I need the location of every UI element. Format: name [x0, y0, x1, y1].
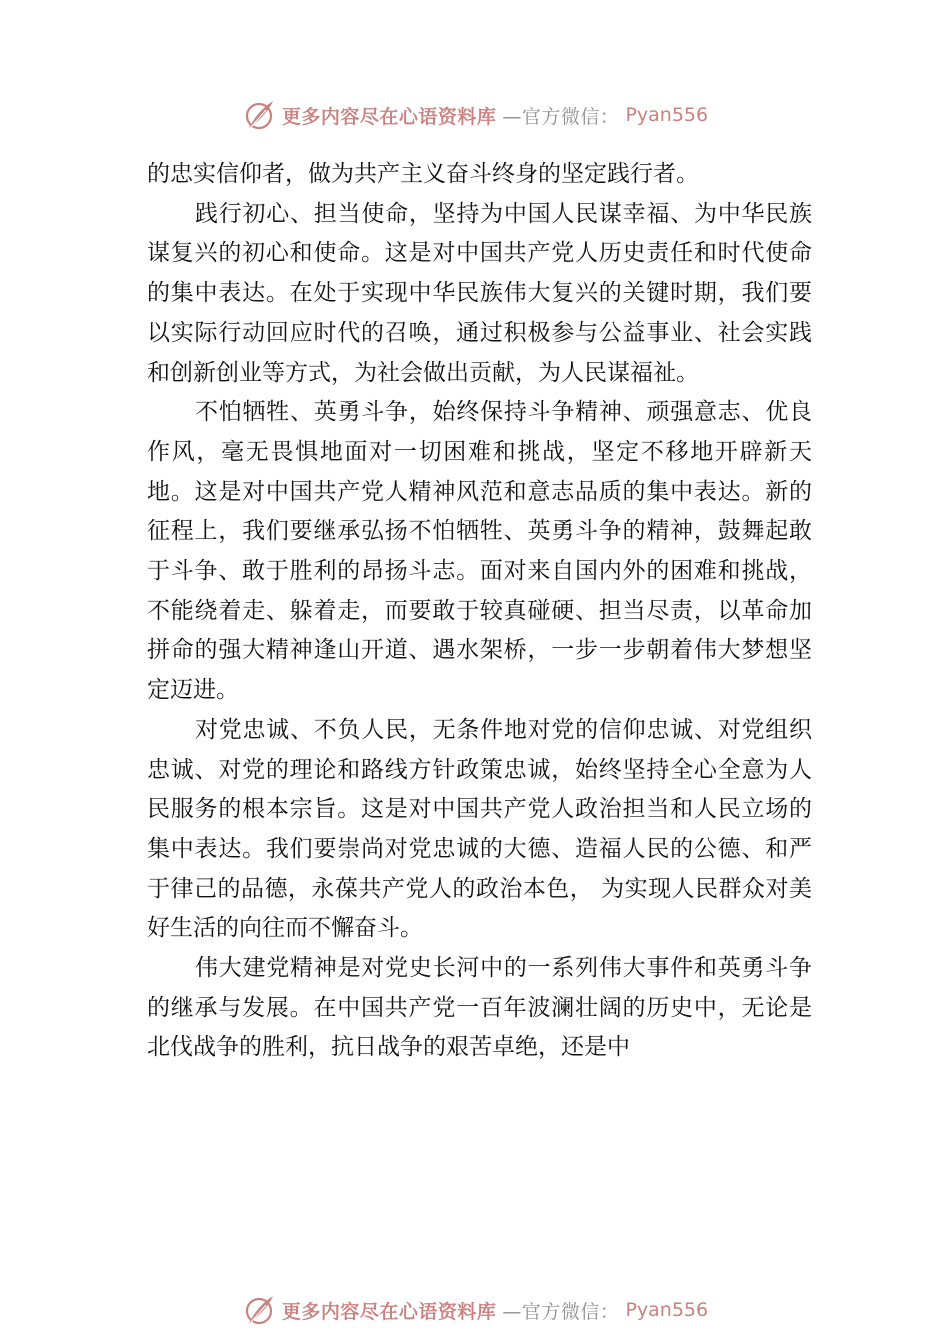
paragraph-3: 不怕牺牲、英勇斗争，始终保持斗争精神、顽强意志、优良作风，毫无畏惧地面对一切困难和挑战，坚定不移地开辟新天地。这是对中国共产党人精神风范和意志品质的集中表达。新的征程上，我们要继承弘扬不怕牺牲、英勇斗争的精神，鼓舞起敢于斗争、敢于胜利的昂扬斗志。面对来自国内外的困难和挑战，不能绕着走、躲着走，而要敢于较真碰硬、担当尽责，以革命加拼命的强大精神逢山开道、遇水架桥，一步一步朝着伟大梦想坚定迈进。 — [147, 399, 812, 704]
document-body — [147, 155, 812, 1068]
paragraph-1: 的忠实信仰者，做为共产主义奋斗终身的坚定践行者。 — [147, 161, 699, 187]
watermark-library-text: 更多内容尽在心语资料库 — [281, 105, 497, 128]
header-watermark — [0, 95, 950, 135]
watermark-separator-text: —官方微信： — [502, 105, 620, 128]
watermark-wechat-id: Pyan556 — [625, 1299, 709, 1321]
watermark-wechat-id: Pyan556 — [625, 104, 709, 126]
paragraph-5: 伟大建党精神是对党史长河中的一系列伟大事件和英勇斗争的继承与发展。在中国共产党一百年波澜壮阔的历史中，无论是北伐战争的胜利，抗日战争的艰苦卓绝，还是中 — [147, 955, 812, 1061]
watermark-separator-text: —官方微信： — [502, 1300, 620, 1323]
feather-pen-icon — [242, 98, 276, 132]
paragraph-4: 对党忠诚、不负人民，无条件地对党的信仰忠诚、对党组织忠诚、对党的理论和路线方针政策忠诚，始终坚持全心全意为人民服务的根本宗旨。这是对中国共产党人政治担当和人民立场的集中表达。我们要崇尚对党忠诚的大德、造福人民的公德、和严于律己的品德，永葆共产党人的政治本色， 为实现人民群众对美好生活的向往而不懈奋斗。 — [147, 716, 812, 942]
feather-pen-icon — [242, 1293, 276, 1327]
paragraph-2: 践行初心、担当使命，坚持为中国人民谋幸福、为中华民族谋复兴的初心和使命。这是对中国共产党人历史责任和时代使命的集中表达。在处于实现中华民族伟大复兴的关键时期，我们要以实际行动回应时代的召唤，通过积极参与公益事业、社会实践和创新创业等方式，为社会做出贡献，为人民谋福祉。 — [147, 200, 812, 386]
watermark-library-text: 更多内容尽在心语资料库 — [281, 1300, 497, 1323]
footer-watermark — [0, 1290, 950, 1330]
